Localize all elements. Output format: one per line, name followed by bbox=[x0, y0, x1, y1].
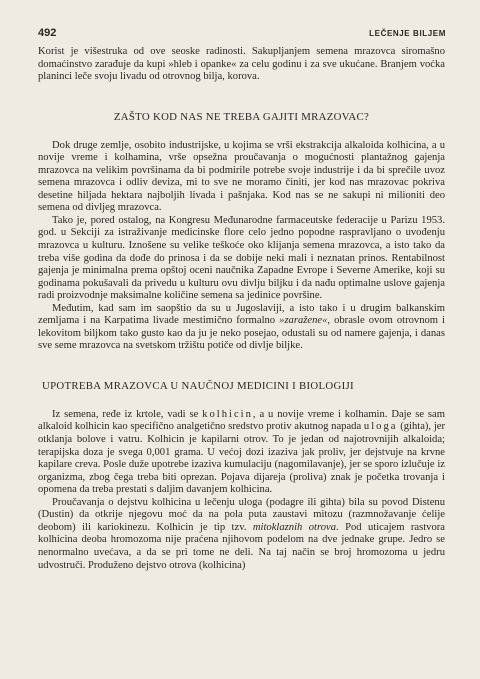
paragraph: Tako je, pored ostalog, na Kongresu Međunarodne farmaceutske federacije u Parizu 1953. god. u Sekciji za istraživanje medicinske flore celo jedno popodne raspravljano o uvođenju mrazovca u kulturu. Iznošene su velike teškoće oko klijanja semena mrazovca, a isto tako da treba više godina da dođe do prinosa i da se dobije neki mali i neznatan prinos. Rentabilnost gajenja je minimalna prema opštoj oceni naučnika Zapadne Evrope i Severne Amerike, koji su godinama pokušavali da privedu u kulturu ovu divlju biljku i da nađu optimalne uslove gajenja radi proizvodnje maksimalne količine semena sa jedinice površine. bbox=[38, 214, 445, 302]
text-run: , obrasle ovom otrovnom i lekovitom biljkom tako gusto kao da ju je neko posejao, odustali su od namere gajenja, i danas sve seme mrazovca na svetskom tržištu potiče od divlje biljke. bbox=[38, 315, 446, 352]
text-run: (gihta), jer otklanja bolove i vatru. Kolhicin je kapilarni otrov. To je jedan od najotrovnijih alkaloida; terapijska doza je svega 0,001 grama. U većoj dozi izaziva jak proliv, jer dejstvuje na krvne kapilare creva. Posle duže upotrebe izaziva kumulaciju (nagomilavanje), jer se sporo izlučuje iz organizma, zbog čega treba biti oprezan. Pojava dijareja (proliva) znak je početka trovanja i opomena da treba prestati s daljim davanjem kolhicina. bbox=[38, 421, 445, 496]
paragraph bbox=[38, 303, 445, 353]
running-head: LEČENJE BILJEM bbox=[369, 29, 446, 38]
text-run: . Pod uticajem rastvora kolhicina deoba hromozoma nije praćena njihovom podelom na dve jednake grupe. Jedro se nenormalno uvećava, a da se pri tome ne deli. Na taj način se broj hromozoma u jedru udvostruči. Produženo dejstvo otrova (kolhicina) bbox=[38, 521, 446, 571]
page-body bbox=[38, 46, 445, 572]
paragraph bbox=[38, 497, 445, 572]
paragraph bbox=[38, 409, 445, 497]
text-run: Proučavanja o dejstvu kolhicina u lečenju uloga (podagre ili gihta) bila su povod Distenu (Dustin) da otkrije njegovu moć da na pola puta zaustavi mitozu (razmnožavanje ćelije deobom) ili kariokinezu. Kolhicin je tip tzv. bbox=[38, 496, 445, 533]
intro-paragraph: Korist je višestruka od ove seoske radinosti. Sakupljanjem semena mrazovca siromašno domaćinstvo zarađuje da kupi »hleb i opanke« za celu godinu i za sve ukućane. Branjem voćka planinci leče svoju livadu od otrovnog bilja, korova. bbox=[38, 46, 445, 83]
spaced-term: kolhicin bbox=[202, 408, 253, 420]
section-heading-2: UPOTREBA MRAZOVCA U NAUČNOJ MEDICINI I BIOLOGIJI bbox=[42, 379, 354, 392]
section-heading-1: ZAŠTO KOD NAS NE TREBA GAJITI MRAZOVAC? bbox=[113, 110, 370, 123]
spaced-term: uloga bbox=[363, 421, 398, 433]
italic-term: »zaražene« bbox=[279, 315, 328, 327]
page-number: 492 bbox=[38, 27, 57, 39]
paragraph: Dok druge zemlje, osobito industrijske, u kojima se vrši ekstrakcija alkaloida kolhicina, a u novije vreme i kolhamina, vrše opsežna proučavanja o mogućnosti plantažnog gajenja mrazovca na velikim površinama da bi podmirile potrebe svoje industrije i da bi sprečile uvoz semena mrazovca i odliv deviza, mi to sve ne moramo činiti, jer kod nas mrazovac pokriva desetine hiljada hektara najboljih livada i pašnjaka. Kod nas se ne sakupi ni milioniti deo semena od divljeg mrazovca. bbox=[38, 139, 445, 214]
page-header bbox=[38, 27, 446, 43]
text-run: Iz semena, ređe iz krtole, vadi se bbox=[52, 408, 203, 420]
text-run: , a u novije vreme i kolhamin. Daje se sam alkaloid kolhicin kao specifično analgetično sredstvo protiv akutnog napada bbox=[38, 408, 445, 433]
text-run: Međutim, kad sam im saopštio da su u Jugoslaviji, a isto tako i u drugim balkanskim zemljama i na Karpatima livade mestimično formalno bbox=[38, 302, 445, 327]
italic-term: mitoklaznih otrova bbox=[252, 521, 337, 533]
